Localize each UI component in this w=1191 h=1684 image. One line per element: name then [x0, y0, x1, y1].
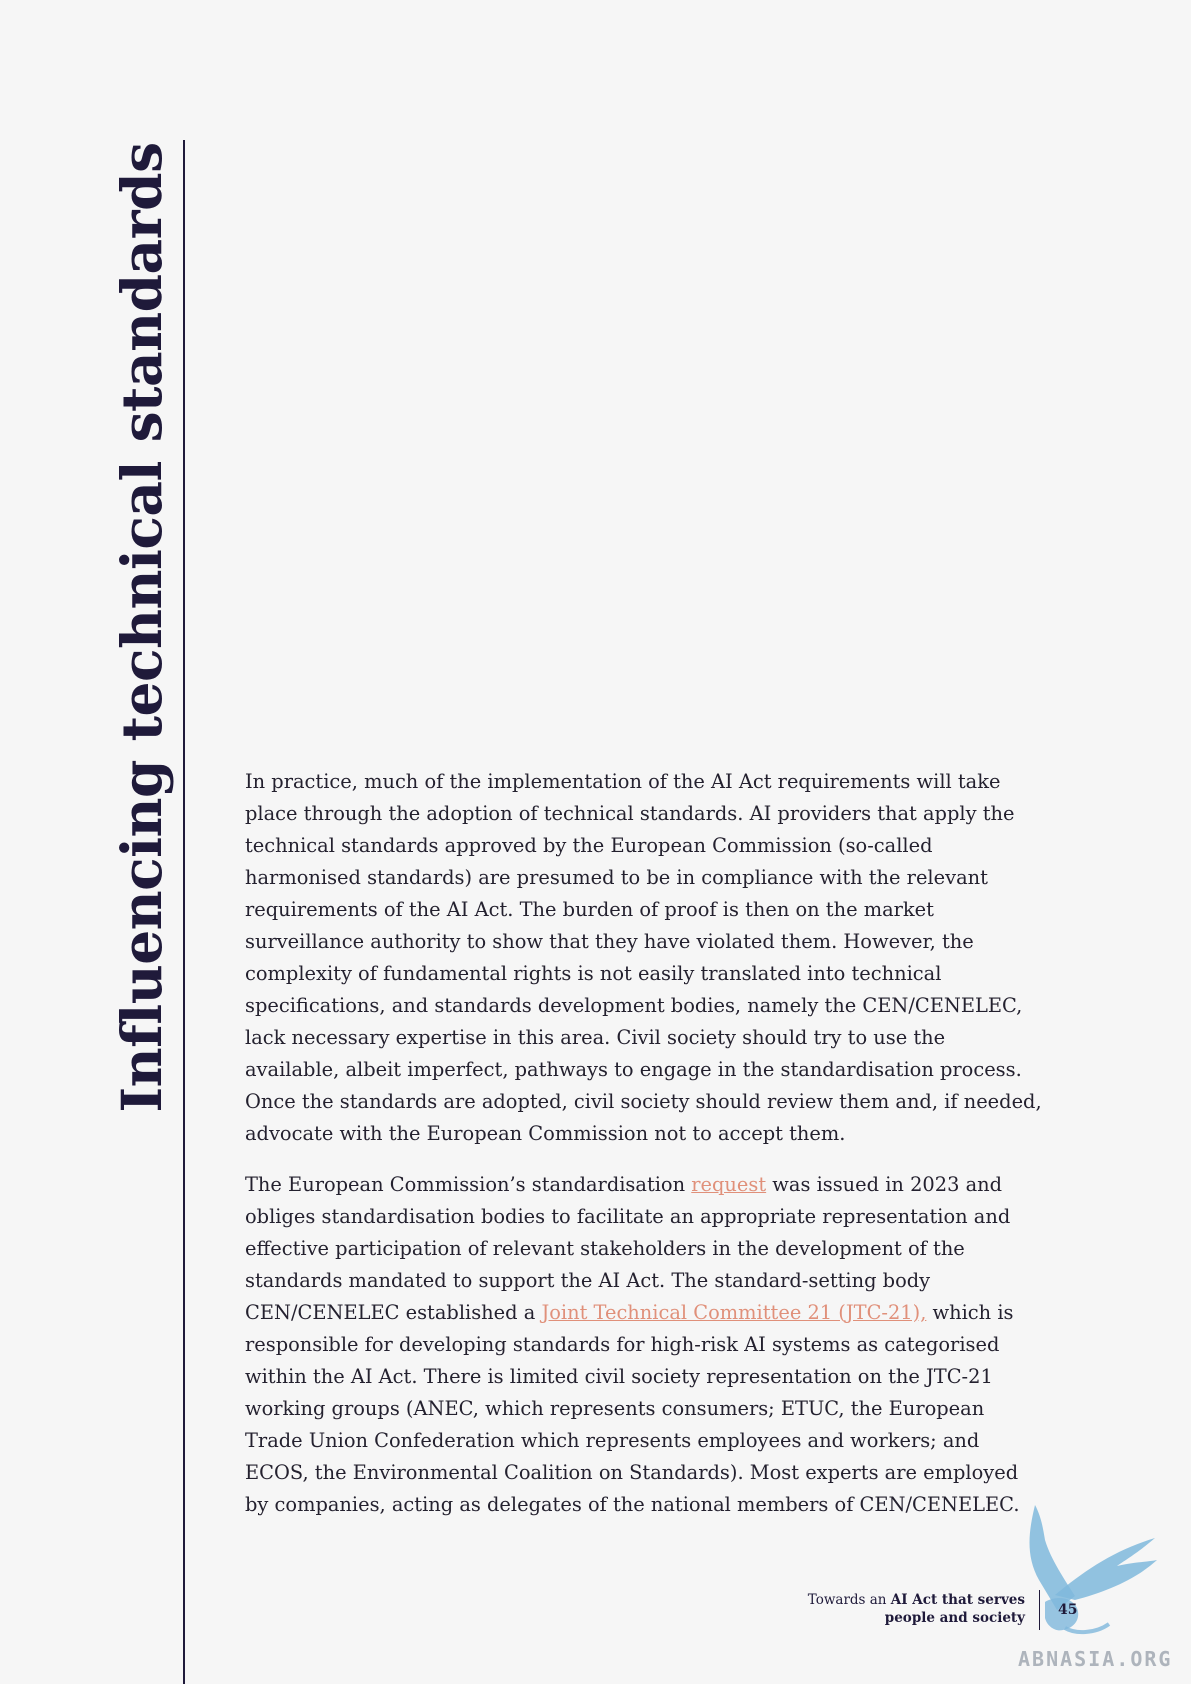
footer-divider	[1039, 1590, 1040, 1630]
paragraph-1: In practice, much of the implementation of the AI Act requirements will take place through the adoption of technical standards. AI providers that apply the technical standards approved by the European Commission (so-called harmonised standards) are presumed to be in compliance with the relevant requirements of the AI Act. The burden of proof is then on the market surveillance authority to show that they have violated them. However, the complexity of fundamental rights is not easily translated into technical specifications, and standards development bodies, namely the CEN/CENELEC, lack necessary expertise in this area. Civil society should try to use the available, albeit imperfect, pathways to engage in the standardisation process. Once the standards are adopted, civil society should review them and, if needed, advocate with the European Commission not to accept them.	[245, 770, 1042, 1145]
footer-bold-1: AI Act that serves	[890, 1592, 1025, 1608]
paragraph-2-part-2: was issued in 2023 and obliges standardisation bodies to facilitate an appropriate representation and effective participation of relevant stakeholders in the development of the standards mandated to support the AI Act. The standard-setting body CEN/CENELEC established a	[245, 1173, 1011, 1324]
paragraph-2-part-3: which is responsible for developing standards for high-risk AI systems as categorised within the AI Act. There is limited civil society representation on the JTC-21 working groups (ANEC, which represents consumers; ETUC, the European Trade Union Confederation which represents employees and workers; and ECOS, the Environmental Coalition on Standards). Most experts are employed by companies, acting as delegates of the national members of CEN/CENELEC.	[245, 1301, 1020, 1516]
watermark-logo-icon	[1005, 1500, 1165, 1640]
vertical-rule	[183, 140, 185, 1684]
body-text	[245, 766, 1045, 1540]
paragraph-2	[245, 1169, 1045, 1521]
footer-line-1	[808, 1591, 1025, 1609]
footer-prefix: Towards an	[807, 1592, 891, 1608]
footer-line-2	[808, 1609, 1025, 1627]
footer-publication-title	[808, 1591, 1025, 1627]
page-number: 45	[1058, 1602, 1078, 1618]
footer-bold-2: people and society	[884, 1610, 1025, 1626]
jtc21-link[interactable]: Joint Technical Committee 21 (JTC-21),	[541, 1301, 927, 1324]
request-link[interactable]: request	[691, 1173, 767, 1196]
watermark-text: ABNASIA.ORG	[1018, 1647, 1173, 1671]
page-title: Influencing technical standards	[109, 142, 174, 1113]
paragraph-2-part-1: The European Commission’s standardisation	[245, 1173, 692, 1196]
